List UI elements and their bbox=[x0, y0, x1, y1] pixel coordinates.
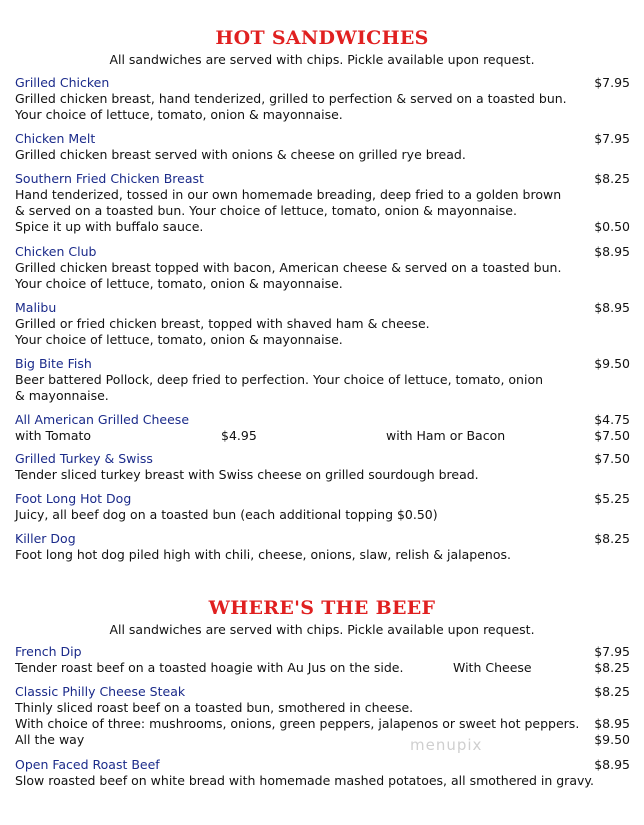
item-extra-price: $0.50 bbox=[594, 219, 630, 234]
item-desc-line: Grilled chicken breast, hand tenderized, grilled to perfection & served on a toasted bun. bbox=[15, 91, 567, 106]
option-with-ham: with Ham or Bacon bbox=[386, 428, 506, 443]
all-the-way-price: $9.50 bbox=[594, 732, 630, 747]
item-desc-line: Juicy, all beef dog on a toasted bun (each additional topping $0.50) bbox=[15, 507, 438, 522]
menu-item-malibu bbox=[15, 300, 630, 348]
item-price: $7.95 bbox=[594, 644, 630, 659]
item-name: Classic Philly Cheese Steak bbox=[15, 684, 186, 699]
menu-item-big-bite-fish bbox=[15, 356, 630, 404]
item-desc-line: Slow roasted beef on white bread with homemade mashed potatoes, all smothered in gravy. bbox=[15, 773, 594, 788]
item-name: All American Grilled Cheese bbox=[15, 412, 190, 427]
option-with-ham-price: $7.50 bbox=[594, 428, 630, 443]
item-name: Grilled Chicken bbox=[15, 75, 110, 90]
menu-item-chicken-club bbox=[15, 244, 630, 292]
item-name: Killer Dog bbox=[15, 531, 76, 546]
item-desc-line: Your choice of lettuce, tomato, onion & mayonnaise. bbox=[15, 276, 343, 291]
menu-item-french-dip bbox=[15, 644, 630, 676]
item-price: $4.75 bbox=[594, 412, 630, 427]
item-price: $7.50 bbox=[594, 451, 630, 466]
item-price: $9.50 bbox=[594, 356, 630, 371]
item-price: $8.25 bbox=[594, 684, 630, 699]
item-price: $8.25 bbox=[594, 171, 630, 186]
item-price: $7.95 bbox=[594, 75, 630, 90]
item-desc-line: & mayonnaise. bbox=[15, 388, 109, 403]
philly-all-the-way-line bbox=[15, 732, 630, 748]
french-dip-desc-line bbox=[15, 660, 630, 676]
option-with-tomato: with Tomato bbox=[15, 428, 92, 443]
menu-item-turkey-swiss bbox=[15, 451, 630, 483]
item-name: Grilled Turkey & Swiss bbox=[15, 451, 153, 466]
section-subtitle-beef: All sandwiches are served with chips. Pickle available upon request. bbox=[109, 622, 535, 637]
menu-item-chicken-melt bbox=[15, 131, 630, 163]
item-desc-line: All the way bbox=[15, 732, 85, 747]
menu-item-grilled-cheese bbox=[15, 412, 630, 444]
item-desc-line: Your choice of lettuce, tomato, onion & mayonnaise. bbox=[15, 107, 343, 122]
item-desc-line: With choice of three: mushrooms, onions, green peppers, jalapenos or sweet hot peppers. bbox=[15, 716, 580, 731]
item-desc-line: Foot long hot dog piled high with chili, cheese, onions, slaw, relish & jalapenos. bbox=[15, 547, 511, 562]
option-with-tomato-price: $4.95 bbox=[221, 428, 257, 443]
item-price: $8.95 bbox=[594, 757, 630, 772]
option-with-cheese-price: $8.25 bbox=[594, 660, 630, 675]
item-name: Southern Fried Chicken Breast bbox=[15, 171, 204, 186]
item-desc-line: Your choice of lettuce, tomato, onion & mayonnaise. bbox=[15, 332, 343, 347]
choice-price: $8.95 bbox=[594, 716, 630, 731]
item-extra-text: Spice it up with buffalo sauce. bbox=[15, 219, 204, 234]
item-desc-line: Grilled or fried chicken breast, topped with shaved ham & cheese. bbox=[15, 316, 430, 331]
grilled-cheese-options bbox=[15, 428, 630, 444]
menu-item-philly-cheese-steak bbox=[15, 684, 630, 748]
watermark-logo: menupix bbox=[410, 736, 483, 754]
item-desc-line: Tender roast beef on a toasted hoagie with Au Jus on the side. bbox=[15, 660, 404, 675]
item-price: $8.25 bbox=[594, 531, 630, 546]
item-name: Open Faced Roast Beef bbox=[15, 757, 160, 772]
item-desc-line: Thinly sliced roast beef on a toasted bun, smothered in cheese. bbox=[15, 700, 414, 715]
item-desc-line: Beer battered Pollock, deep fried to perfection. Your choice of lettuce, tomato, onion bbox=[15, 372, 544, 387]
item-desc-line: Hand tenderized, tossed in our own homemade breading, deep fried to a golden brown bbox=[15, 187, 562, 202]
item-name: Chicken Club bbox=[15, 244, 97, 259]
section-title-wheres-the-beef: WHERE'S THE BEEF bbox=[208, 597, 436, 619]
item-desc-line: Tender sliced turkey breast with Swiss cheese on grilled sourdough bread. bbox=[15, 467, 479, 482]
section-subtitle-hot: All sandwiches are served with chips. Pickle available upon request. bbox=[109, 52, 535, 67]
item-price: $8.95 bbox=[594, 300, 630, 315]
item-name: French Dip bbox=[15, 644, 82, 659]
menu-item-foot-long-hot-dog bbox=[15, 491, 630, 523]
menu-item-open-faced-roast-beef bbox=[15, 757, 630, 789]
item-desc-line: Grilled chicken breast topped with bacon, American cheese & served on a toasted bun. bbox=[15, 260, 562, 275]
item-name: Malibu bbox=[15, 300, 57, 315]
menu-item-southern-fried-chicken bbox=[15, 171, 630, 235]
item-price: $5.25 bbox=[594, 491, 630, 506]
item-desc-line: Grilled chicken breast served with onions & cheese on grilled rye bread. bbox=[15, 147, 466, 162]
option-with-cheese: With Cheese bbox=[453, 660, 532, 675]
menu-item-killer-dog bbox=[15, 531, 630, 563]
item-price: $8.95 bbox=[594, 244, 630, 259]
item-name: Big Bite Fish bbox=[15, 356, 92, 371]
section-title-hot-sandwiches: HOT SANDWICHES bbox=[215, 27, 429, 49]
item-price: $7.95 bbox=[594, 131, 630, 146]
item-name: Foot Long Hot Dog bbox=[15, 491, 132, 506]
menu-item-grilled-chicken bbox=[15, 75, 630, 123]
philly-choice-line bbox=[15, 716, 630, 732]
item-desc-line: & served on a toasted bun. Your choice of lettuce, tomato, onion & mayonnaise. bbox=[15, 203, 517, 218]
item-name: Chicken Melt bbox=[15, 131, 96, 146]
item-extra-line bbox=[15, 219, 630, 235]
